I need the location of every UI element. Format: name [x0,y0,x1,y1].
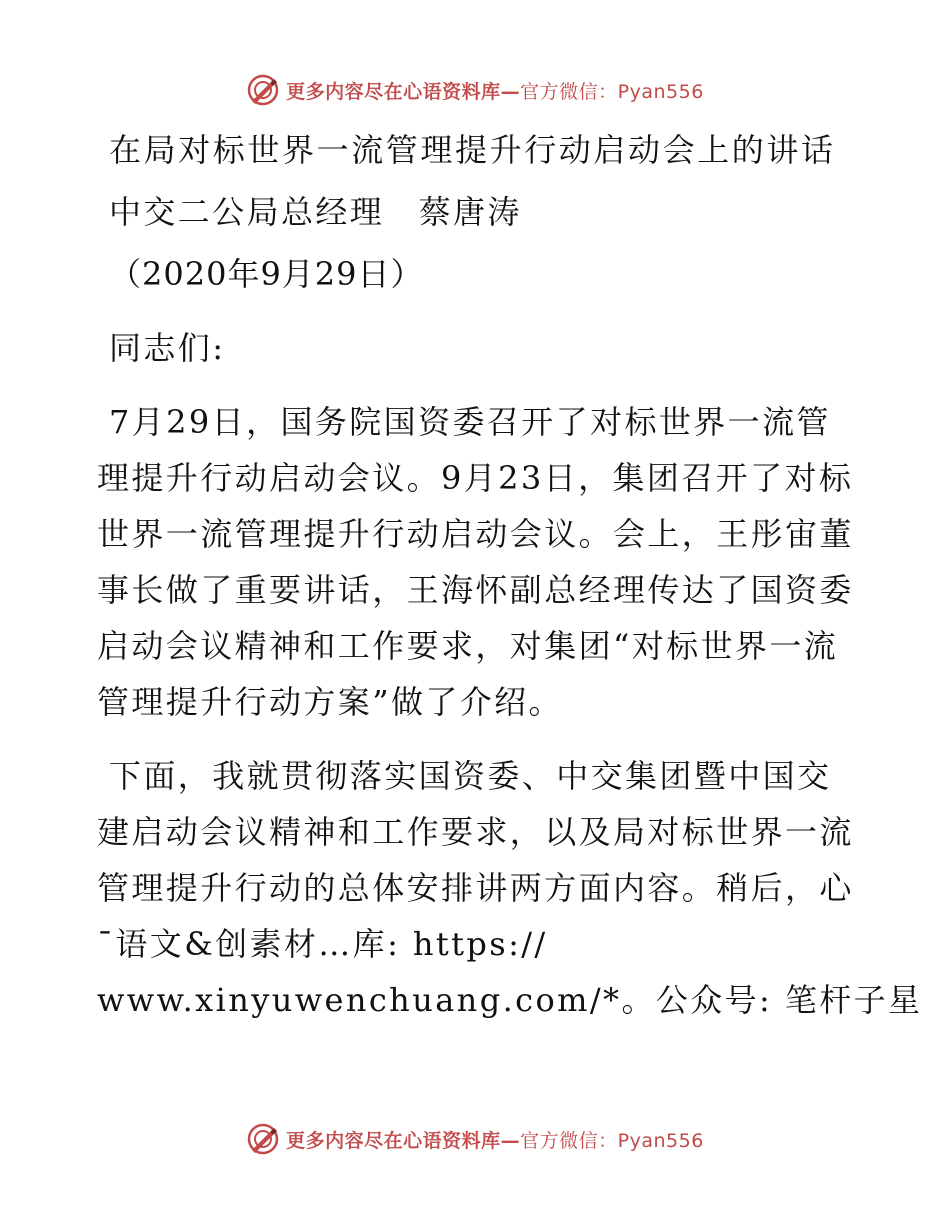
paragraph-line: ¯语文&创素材…库: https:// [97,925,548,963]
watermark-text: 更多内容尽在心语资料库— [286,1129,521,1152]
paragraph-line: 管理提升行动的总体安排讲两方面内容。稍后，心 [97,869,854,907]
paragraph-line: 事长做了重要讲话，王海怀副总经理传达了国资委 [97,571,854,609]
paragraph-line: 世界一流管理提升行动启动会议。会上，王彤宙董 [97,515,854,553]
header-watermark-banner [0,70,950,110]
paragraph-line: 启动会议精神和工作要求，对集团“对标世界一流 [97,627,839,665]
paragraph-line: 建启动会议精神和工作要求，以及局对标世界一流 [97,813,854,851]
paragraph-2 [97,748,923,1028]
watermark-text: 更多内容尽在心语资料库— [286,80,521,103]
paragraph-line: 理提升行动启动会议。9月23日，集团召开了对标 [97,459,854,497]
paragraph-1 [97,394,857,730]
paragraph-line: 下面，我就贯彻落实国资委、中交集团暨中国交 [109,757,832,795]
doc-date: （2020年9月29日） [109,255,424,293]
doc-greeting: 同志们: [109,329,226,367]
paragraph-line: 7月29日，国务院国资委召开了对标世界一流管 [109,403,831,441]
watermark-wechat: 官方微信：Pyan556 [520,1129,704,1152]
doc-author: 中交二公局总经理 蔡唐涛 [109,193,522,231]
watermark-wechat: 官方微信：Pyan556 [520,80,704,103]
paragraph-line: www.xinyuwenchuang.com/*。公众号: 笔杆子星 [97,981,923,1019]
paragraph-line: 管理提升行动方案”做了介绍。 [97,683,563,721]
doc-title: 在局对标世界一流管理提升行动启动会上的讲话 [109,131,836,169]
footer-watermark-banner [0,1119,950,1159]
watermark-logo-icon [246,73,280,107]
watermark-logo-icon [246,1122,280,1156]
document-body [97,122,923,1028]
